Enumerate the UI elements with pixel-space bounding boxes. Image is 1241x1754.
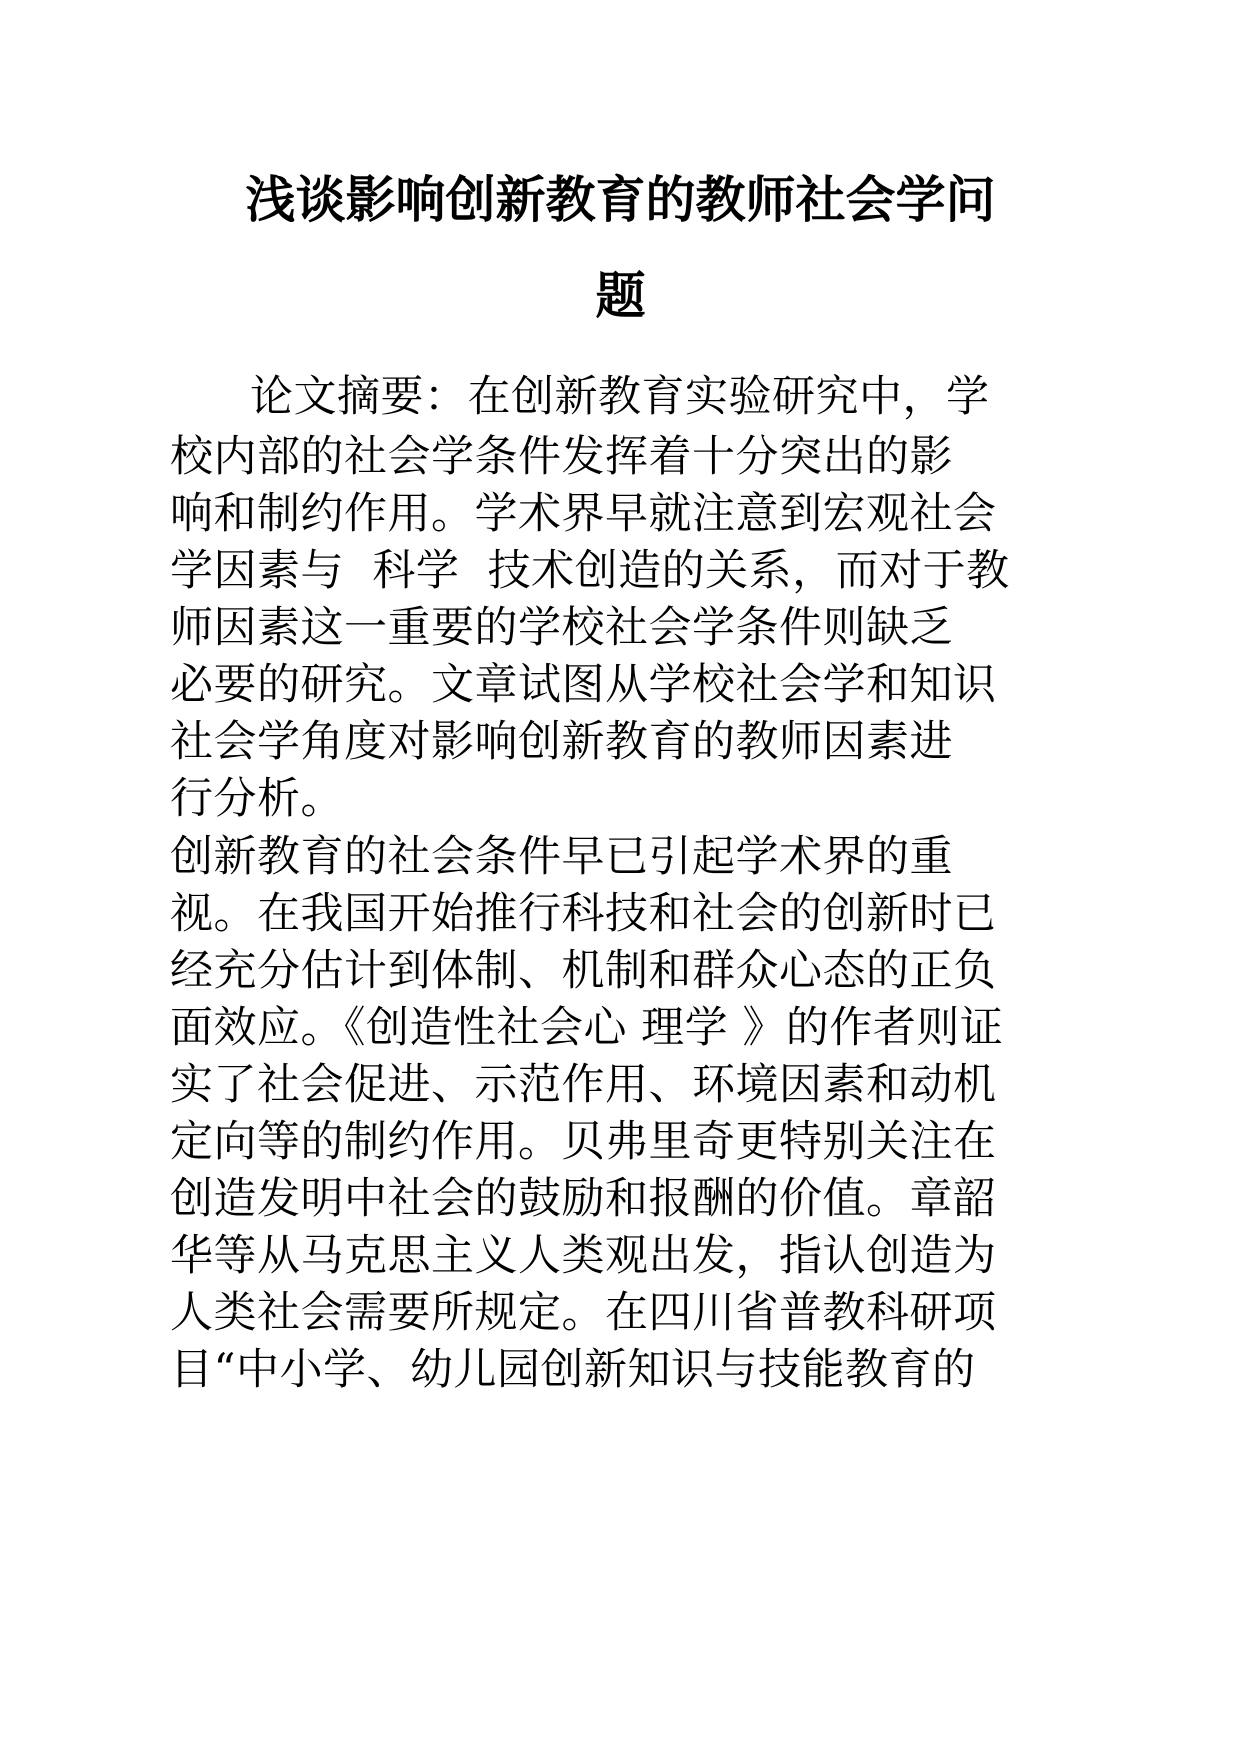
paragraph-line: 创新教育的社会条件早已引起学术界的重 <box>170 832 953 882</box>
abstract-line: 学因素与 科学 技术创造的关系，而对于教 <box>170 546 1010 596</box>
paragraph-line: 经充分估计到体制、机制和群众心态的正负 <box>170 946 997 996</box>
paragraph-line: 实了社会促进、示范作用、环境因素和动机 <box>170 1060 997 1110</box>
paragraph-line: 视。在我国开始推行科技和社会的创新时已 <box>170 889 997 939</box>
paragraph-line: 面效应。《创造性社会心 理学 》的作者则证 <box>170 1003 1004 1053</box>
paragraph-line: 定向等的制约作用。贝弗里奇更特别关注在 <box>170 1117 997 1167</box>
abstract-line: 论文摘要：在创新教育实验研究中，学 <box>250 372 990 422</box>
paragraph-line: 华等从马克思主义人类观出发，指认创造为 <box>170 1231 997 1281</box>
document-title-line-1: 浅谈影响创新教育的教师社会学问 <box>245 171 996 229</box>
paragraph-line: 创造发明中社会的鼓励和报酬的价值。章韶 <box>170 1174 997 1224</box>
abstract-line: 师因素这一重要的学校社会学条件则缺乏 <box>170 603 953 653</box>
paragraph-line: 人类社会需要所规定。在四川省普教科研项 <box>170 1288 997 1338</box>
abstract-line: 校内部的社会学条件发挥着十分突出的影 <box>170 432 953 482</box>
document-title-line-2: 题 <box>595 267 646 325</box>
paragraph-line: 目“中小学、幼儿园创新知识与技能教育的 <box>170 1345 976 1395</box>
abstract-line: 行分析。 <box>170 774 344 824</box>
abstract-line: 必要的研究。文章试图从学校社会学和知识 <box>170 660 997 710</box>
abstract-line: 社会学角度对影响创新教育的教师因素进 <box>170 717 953 767</box>
abstract-line: 响和制约作用。学术界早就注意到宏观社会 <box>170 489 997 539</box>
